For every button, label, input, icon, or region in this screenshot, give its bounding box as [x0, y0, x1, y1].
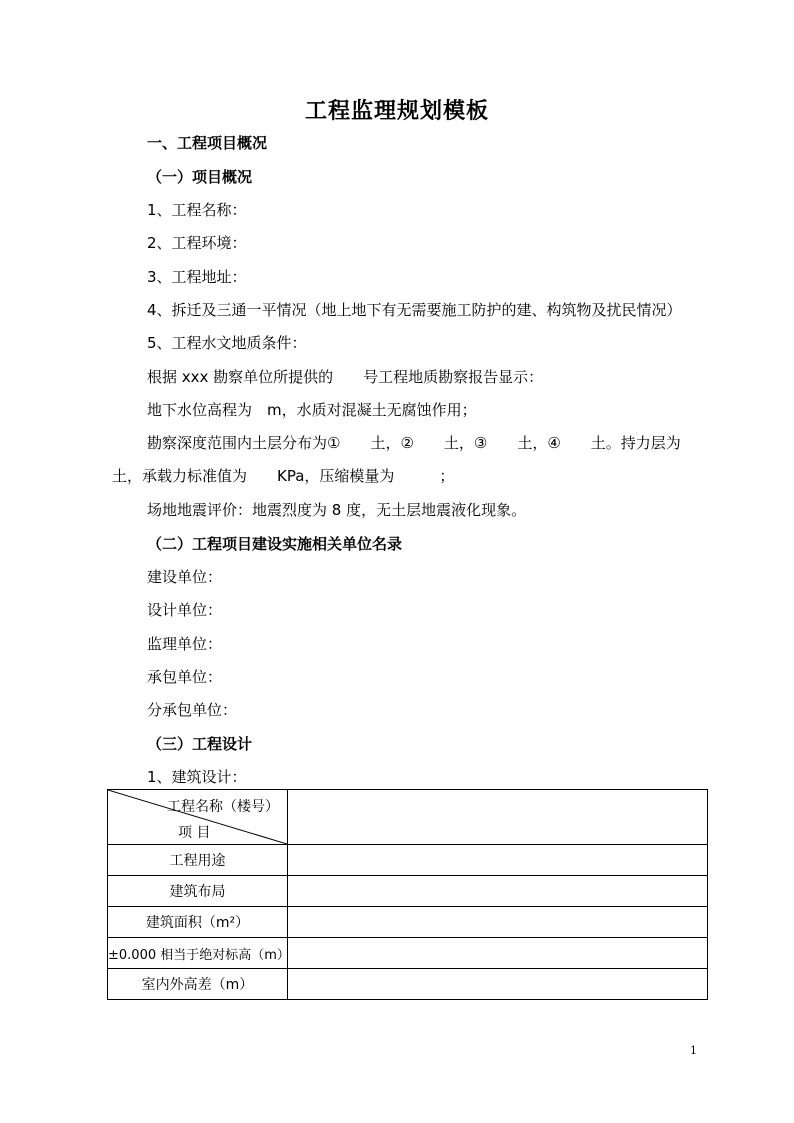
- header-project-name: 工程名称（楼号）: [167, 799, 279, 815]
- row-label-usage: 工程用途: [108, 845, 288, 876]
- row-label-height-diff: 室内外高差（m）: [108, 969, 288, 1000]
- table-row: [108, 876, 708, 907]
- table-header-row: [108, 790, 708, 845]
- paragraph-survey-report: 根据 xxx 勘察单位所提供的 号工程地质勘察报告显示：: [147, 368, 544, 386]
- paragraph-soil-layers: 勘察深度范围内土层分布为① 土，② 土，③ 土，④ 土。持力层为: [147, 434, 681, 452]
- row-label-area: 建筑面积（m²）: [108, 907, 288, 938]
- item-project-environment: 2、工程环境：: [147, 234, 247, 252]
- row-value-height-diff[interactable]: [288, 969, 708, 1000]
- row-value-area[interactable]: [288, 907, 708, 938]
- row-value-layout[interactable]: [288, 876, 708, 907]
- unit-contractor: 承包单位：: [147, 668, 223, 686]
- table-row: [108, 907, 708, 938]
- unit-supervision: 监理单位：: [147, 635, 223, 653]
- row-label-elevation: ±0.000 相当于绝对标高（m）: [108, 938, 288, 969]
- subsection-heading-2: （二）工程项目建设实施相关单位名录: [147, 535, 403, 553]
- item-hydrogeology: 5、工程水文地质条件：: [147, 334, 307, 352]
- table-header-value[interactable]: [288, 790, 708, 845]
- item-demolition: 4、拆迁及三通一平情况（地上地下有无需要施工防护的建、构筑物及扰民情况）: [147, 301, 682, 319]
- row-value-usage[interactable]: [288, 845, 708, 876]
- design-table: [107, 789, 708, 1000]
- diagonal-header-cell: [108, 790, 288, 845]
- table-row: [108, 969, 708, 1000]
- design-architecture: 1、建筑设计：: [147, 768, 247, 786]
- unit-construction: 建设单位：: [147, 568, 223, 586]
- table-row: [108, 938, 708, 969]
- item-project-address: 3、工程地址：: [147, 268, 247, 286]
- header-item: 项 目: [178, 825, 211, 841]
- row-value-elevation[interactable]: [288, 938, 708, 969]
- paragraph-seismic: 场地地震评价：地震烈度为 8 度，无土层地震液化现象。: [147, 501, 527, 519]
- row-label-layout: 建筑布局: [108, 876, 288, 907]
- table-row: [108, 845, 708, 876]
- paragraph-soil-layers-cont: 土，承载力标准值为 KPa，压缩模量为 ；: [112, 467, 455, 485]
- unit-subcontractor: 分承包单位：: [147, 701, 238, 719]
- unit-design: 设计单位：: [147, 601, 223, 619]
- section-heading-1: 一、工程项目概况: [147, 134, 268, 152]
- document-title: 工程监理规划模板: [304, 98, 489, 124]
- page-number: 1: [690, 1044, 697, 1057]
- paragraph-groundwater: 地下水位高程为 m，水质对混凝土无腐蚀作用；: [147, 401, 477, 419]
- subsection-heading-3: （三）工程设计: [147, 735, 253, 753]
- item-project-name: 1、工程名称：: [147, 201, 247, 219]
- subsection-heading-1: （一）项目概况: [147, 168, 253, 186]
